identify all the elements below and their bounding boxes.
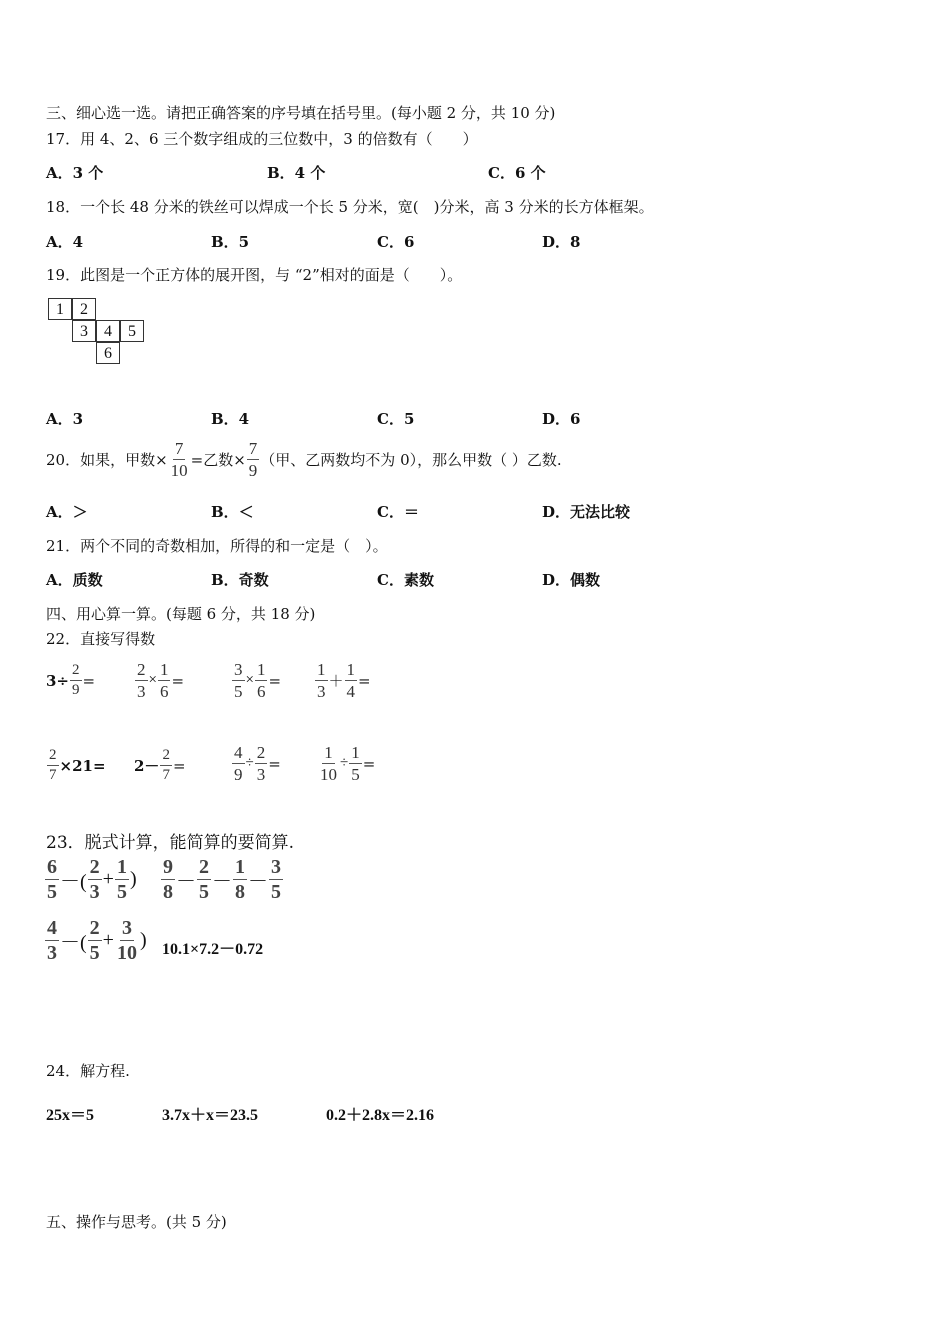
net-face-3: 3: [72, 320, 96, 342]
net-face-1: 1: [48, 298, 72, 320]
q22-e3-frac-a: [232, 661, 245, 700]
q20-prefix: 20．如果，甲数×: [46, 451, 168, 469]
q22-e5-den: 7: [49, 767, 57, 783]
q24-stem: 24．解方程.: [46, 1062, 130, 1080]
q22-e8-bd: 5: [351, 765, 360, 784]
q23-p2-frac-d: [269, 857, 283, 902]
q18-stem: 18．一个长 48 分米的铁丝可以焊成一个长 5 分米，宽( )分米，高 3 分米的长方体框架。: [46, 198, 654, 216]
q20-option-c: C．＝: [377, 503, 419, 521]
q20-fraction-2: [247, 440, 260, 479]
q22-e8-frac-a: [318, 744, 339, 783]
section-4-title: 四、用心算一算。(每题 6 分，共 18 分): [46, 605, 316, 623]
section-3-title: 三、细心选一选。请把正确答案的序号填在括号里。(每小题 2 分，共 10 分): [46, 104, 556, 122]
q23-p2-bn: 2: [199, 856, 209, 878]
q22-e2-frac-b: [158, 661, 171, 700]
q23-p1-frac-c: [115, 857, 129, 902]
q22-e1-fraction: [70, 663, 82, 698]
q20-f1-denominator: 10: [170, 461, 188, 480]
q19-option-b: B．4: [211, 410, 250, 428]
q22-e2-bd: 6: [159, 682, 169, 701]
q23-p1-an: 6: [47, 856, 57, 878]
q20-suffix: （甲、乙两数均不为 0），那么甲数（ ）乙数.: [260, 451, 562, 469]
q23-p1-close: ): [129, 868, 137, 890]
q22-e4-op: ＋: [328, 674, 344, 690]
q21-option-d: D．偶数: [542, 571, 601, 589]
q22-e7-frac-a: [232, 744, 245, 783]
q23-p3-bd: 5: [89, 942, 100, 964]
net-face-5: 5: [120, 320, 144, 342]
q22-expr-7: [231, 744, 281, 783]
q23-problem-3: [44, 918, 147, 963]
q22-e4-eq: =: [358, 671, 371, 690]
q22-e4-frac-b: [345, 661, 358, 700]
q23-p2-bd: 5: [199, 881, 209, 903]
q23-p3-cd: 10: [116, 942, 137, 964]
q22-e8-ad: 10: [320, 765, 337, 784]
q22-expr-3: [231, 661, 281, 700]
q22-e3-eq: =: [268, 671, 282, 690]
q22-e2-frac-a: [135, 661, 148, 700]
q22-expr-1: [46, 663, 95, 698]
q22-stem: 22．直接写得数: [46, 630, 156, 648]
q22-e8-bn: 1: [351, 743, 360, 762]
q22-e5-b: ×21=: [59, 756, 106, 775]
q20-option-b: B．＜: [211, 503, 254, 521]
q23-p3-bn: 2: [89, 917, 100, 939]
q22-e6-fraction: [160, 748, 172, 783]
q24-equation-2: 3.7x＋x＝23.5: [162, 1107, 259, 1124]
q18-option-c: C．6: [377, 233, 415, 251]
q18-option-b: B．5: [211, 233, 250, 251]
q18-option-d: D．8: [542, 233, 581, 251]
q22-e3-bn: 1: [256, 660, 266, 679]
q22-e3-an: 3: [234, 660, 243, 679]
q22-e7-bn: 2: [256, 743, 266, 762]
q22-e2-op: ×: [148, 672, 157, 688]
q23-p2-cd: 8: [235, 881, 245, 903]
q22-e5-fraction: [47, 748, 59, 783]
q22-e1-den: 9: [72, 682, 80, 698]
section-5-title: 五、操作与思考。(共 5 分): [46, 1213, 227, 1231]
q23-p1-ad: 5: [47, 881, 57, 903]
q19-option-d: D．6: [542, 410, 581, 428]
q22-e7-op: ÷: [245, 755, 254, 771]
q23-p2-op2: －: [212, 871, 232, 893]
q22-e2-ad: 3: [137, 682, 146, 701]
q23-p1-op1: －(: [60, 871, 87, 893]
q22-e2-bn: 1: [159, 660, 169, 679]
q20-f1-numerator: 7: [174, 439, 184, 458]
q19-option-c: C．5: [377, 410, 415, 428]
q23-p3-op2: +: [102, 929, 114, 951]
q23-p2-ad: 8: [163, 881, 173, 903]
q23-p2-frac-a: [161, 857, 175, 902]
q23-p2-dd: 5: [271, 881, 281, 903]
net-face-6: 6: [96, 342, 120, 364]
q22-e7-ad: 9: [234, 765, 243, 784]
q22-e6-num: 2: [160, 748, 172, 766]
q22-e8-frac-b: [349, 744, 362, 783]
q23-problem-2: [160, 857, 284, 902]
q23-p1-op2: +: [102, 868, 114, 890]
q23-p3-cn: 3: [121, 917, 132, 939]
q23-p2-frac-b: [197, 857, 211, 902]
q22-e4-an: 1: [317, 660, 326, 679]
q23-p1-frac-a: [45, 857, 59, 902]
q22-e3-frac-b: [255, 661, 268, 700]
q22-e1-num: 2: [70, 663, 82, 681]
q23-p2-cn: 1: [235, 856, 245, 878]
q22-e2-eq: =: [171, 671, 185, 690]
q22-e1-eq: =: [82, 671, 96, 690]
q22-e8-an: 1: [324, 743, 333, 762]
q23-problem-4: 10.1×7.2－0.72: [162, 941, 264, 958]
q23-p2-frac-c: [233, 857, 247, 902]
q21-option-a: A．质数: [46, 571, 103, 589]
q23-stem: 23．脱式计算，能简算的要简算.: [46, 833, 295, 853]
q24-equation-1: 25x＝5: [46, 1107, 95, 1124]
q23-p2-op1: －: [176, 871, 196, 893]
q23-p3-op1: －(: [60, 932, 87, 954]
q22-e8-op: ÷: [340, 755, 349, 771]
q22-e4-ad: 3: [317, 682, 326, 701]
q22-e7-eq: =: [268, 754, 281, 773]
q23-p1-bn: 2: [89, 856, 100, 878]
q23-p1-frac-b: [88, 857, 102, 902]
q17-option-c: C．6 个: [488, 164, 546, 182]
q20-f2-denominator: 9: [248, 461, 258, 480]
q20-stem: [46, 440, 562, 479]
q22-e4-bd: 4: [346, 682, 356, 701]
q23-p3-frac-b: [88, 918, 102, 963]
q22-e2-an: 2: [137, 660, 146, 679]
q22-e4-frac-a: [315, 661, 328, 700]
q24-equation-3: 0.2＋2.8x＝2.16: [326, 1107, 435, 1124]
q19-option-a: A．3: [46, 410, 84, 428]
q22-e3-ad: 5: [234, 682, 243, 701]
cube-net-figure: [48, 298, 158, 368]
q22-expr-8: [317, 744, 375, 783]
q18-option-a: A．4: [46, 233, 84, 251]
q22-e6-den: 7: [162, 767, 170, 783]
q22-e7-an: 4: [234, 743, 243, 762]
q23-p1-cd: 5: [116, 881, 127, 903]
q23-p3-frac-c: [115, 918, 139, 963]
q22-e8-eq: =: [362, 754, 376, 773]
q22-e4-bn: 1: [346, 660, 356, 679]
q22-e7-bd: 3: [256, 765, 266, 784]
q17-option-a: A．3 个: [46, 164, 104, 182]
q17-option-b: B．4 个: [267, 164, 326, 182]
q23-problem-1: [44, 857, 137, 902]
q23-p3-close: ): [139, 929, 147, 951]
q22-e3-op: ×: [245, 672, 254, 688]
q22-e5-num: 2: [47, 748, 59, 766]
q19-stem: 19．此图是一个正方体的展开图，与 “2”相对的面是（ ）。: [46, 266, 463, 284]
net-face-4: 4: [96, 320, 120, 342]
q22-e6-eq: =: [172, 756, 186, 775]
q22-expr-5: [46, 748, 106, 783]
q22-expr-6: [134, 748, 186, 783]
q20-option-d: D．无法比较: [542, 503, 631, 521]
q22-e6-a: 2－: [134, 757, 160, 775]
q23-p2-dn: 3: [271, 856, 281, 878]
q20-f2-numerator: 7: [248, 439, 258, 458]
q23-p2-an: 9: [163, 856, 173, 878]
q20-fraction-1: [169, 440, 190, 479]
net-face-2: 2: [72, 298, 96, 320]
q21-option-c: C．素数: [377, 571, 434, 589]
q23-p1-cn: 1: [116, 856, 127, 878]
q20-middle: =乙数×: [190, 451, 246, 469]
q22-e3-bd: 6: [256, 682, 266, 701]
q23-p3-frac-a: [45, 918, 59, 963]
q17-stem: 17．用 4、2、6 三个数字组成的三位数中，3 的倍数有（ ）: [46, 130, 478, 148]
q23-p2-op3: －: [248, 871, 268, 893]
q21-option-b: B．奇数: [211, 571, 269, 589]
q22-expr-4: [314, 661, 371, 700]
q22-e1-a: 3÷: [46, 671, 70, 690]
q22-expr-2: [134, 661, 184, 700]
q23-p1-bd: 3: [89, 881, 100, 903]
q23-p3-an: 4: [47, 917, 57, 939]
q21-stem: 21．两个不同的奇数相加，所得的和一定是（ ）。: [46, 537, 388, 555]
q22-e7-frac-b: [255, 744, 268, 783]
q20-option-a: A．＞: [46, 503, 88, 521]
q23-p3-ad: 3: [47, 942, 57, 964]
